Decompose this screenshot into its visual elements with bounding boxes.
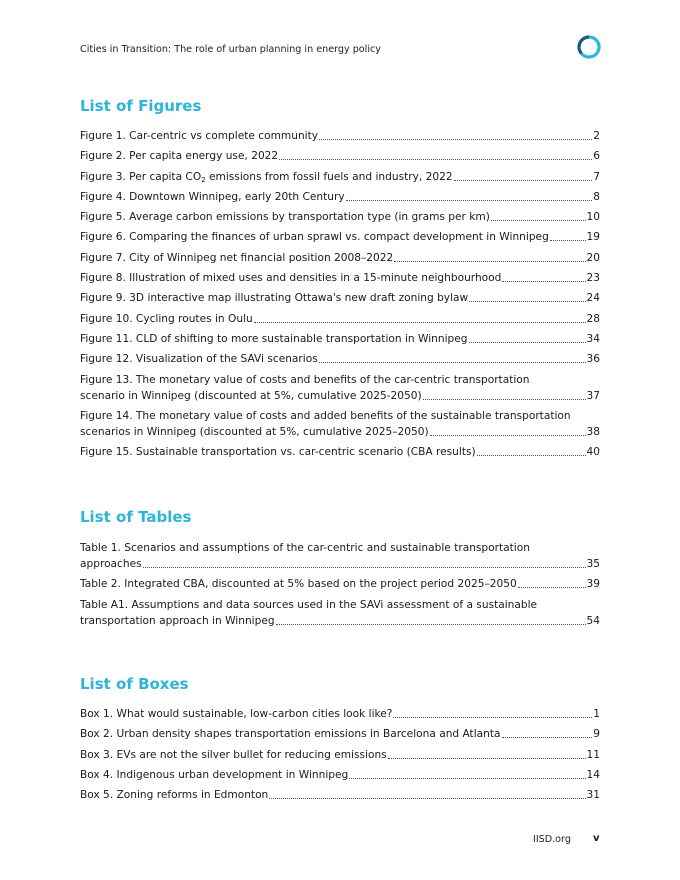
figure-entry[interactable]: [80, 229, 600, 245]
dot-leader: [254, 322, 586, 323]
dot-leader: [269, 798, 585, 799]
figure-entry[interactable]: [80, 189, 600, 205]
figure-entry[interactable]: [80, 311, 600, 327]
entry-page-number: 28: [586, 312, 600, 325]
entry-page-number: 38: [586, 425, 600, 438]
entry-title-line2: scenarios in Winnipeg (discounted at 5%, cumulative 2025–2050): [80, 425, 429, 438]
dot-leader: [349, 778, 585, 779]
entry-page-number: 24: [586, 292, 600, 305]
figures-list: [80, 128, 600, 464]
footer-site-link[interactable]: IISD.org: [533, 834, 571, 845]
entry-title: Figure 6. Comparing the finances of urban sprawl vs. compact development in Winnipeg: [80, 231, 549, 244]
entry-title: Figure 3. Per capita $CO_2$ emissions from fossil fuels and industry, 2022: [80, 170, 453, 184]
entry-page-number: 2: [593, 130, 600, 142]
table-entry[interactable]: [80, 540, 600, 572]
box-entry[interactable]: [80, 787, 600, 803]
footer-page-number: v: [593, 833, 600, 844]
dot-leader: [454, 180, 593, 181]
entry-title-line1: Figure 14. The monetary value of costs and added benefits of the sustainable transportation: [80, 409, 571, 422]
entry-title: Figure 5. Average carbon emissions by transportation type (in grams per km): [80, 211, 490, 224]
dot-leader: [502, 281, 585, 282]
entry-title: Figure 15. Sustainable transportation vs. car-centric scenario (CBA results): [80, 446, 476, 459]
entry-page-number: 37: [586, 389, 600, 402]
entry-title: Figure 11. CLD of shifting to more sustainable transportation in Winnipeg: [80, 332, 468, 345]
figure-entry[interactable]: [80, 169, 600, 185]
figure-entry[interactable]: [80, 351, 600, 367]
entry-title-line2: transportation approach in Winnipeg: [80, 614, 275, 627]
dot-leader: [518, 587, 586, 588]
entry-page-number: 14: [586, 768, 600, 781]
entry-page-number: 31: [586, 789, 600, 802]
dot-leader: [491, 220, 586, 221]
entry-title-line1: Table A1. Assumptions and data sources used in the SAVi assessment of a sustainable: [80, 598, 538, 611]
list-of-tables-heading: List of Tables: [80, 508, 192, 526]
iisd-logo-icon: [577, 35, 601, 59]
dot-leader: [393, 717, 592, 718]
table-entry[interactable]: [80, 597, 600, 629]
entry-title: Box 2. Urban density shapes transportation emissions in Barcelona and Atlanta: [80, 728, 501, 741]
entry-title-line2: approaches: [80, 558, 142, 570]
dot-leader: [469, 342, 586, 343]
entry-page-number: 35: [586, 558, 600, 570]
entry-page-number: 23: [586, 272, 600, 285]
entry-title: Figure 4. Downtown Winnipeg, early 20th Century: [80, 190, 345, 203]
entry-page-number: 39: [586, 578, 600, 591]
boxes-list: [80, 706, 600, 807]
entry-page-number: 1: [593, 708, 600, 720]
entry-page-number: 20: [586, 251, 600, 264]
box-entry[interactable]: [80, 767, 600, 783]
figure-entry[interactable]: [80, 209, 600, 225]
dot-leader: [388, 758, 586, 759]
entry-title: Figure 9. 3D interactive map illustrating Ottawa's new draft zoning bylaw: [80, 292, 469, 305]
table-entry[interactable]: [80, 576, 600, 592]
entry-page-number: 34: [586, 332, 600, 345]
figure-entry[interactable]: [80, 408, 600, 440]
entry-page-number: 8: [593, 190, 600, 203]
figure-entry[interactable]: [80, 372, 600, 404]
entry-title: Figure 7. City of Winnipeg net financial position 2008–2022: [80, 251, 394, 264]
dot-leader: [143, 567, 586, 568]
dot-leader: [319, 362, 586, 363]
entry-title: Figure 1. Car-centric vs complete community: [80, 130, 319, 142]
entry-page-number: 40: [586, 446, 600, 459]
dot-leader: [319, 139, 592, 140]
entry-page-number: 10: [586, 211, 600, 224]
figure-entry[interactable]: [80, 148, 600, 164]
entry-title-line2: scenario in Winnipeg (discounted at 5%, cumulative 2025-2050): [80, 389, 422, 402]
dot-leader: [346, 200, 593, 201]
entry-title: Figure 2. Per capita energy use, 2022: [80, 150, 279, 163]
entry-title-line1: Table 1. Scenarios and assumptions of the car-centric and sustainable transportation: [80, 542, 530, 554]
figure-entry[interactable]: [80, 444, 600, 460]
entry-page-number: 6: [593, 150, 600, 163]
entry-title-line1: Figure 13. The monetary value of costs and benefits of the car-centric transportation: [80, 373, 530, 386]
dot-leader: [477, 455, 586, 456]
figure-entry[interactable]: [80, 128, 600, 144]
list-of-figures-heading: List of Figures: [80, 97, 202, 115]
entry-page-number: 54: [586, 614, 600, 627]
entry-title: Box 5. Zoning reforms in Edmonton: [80, 789, 269, 802]
entry-title: Figure 10. Cycling routes in Oulu: [80, 312, 253, 325]
figure-entry[interactable]: [80, 331, 600, 347]
dot-leader: [502, 737, 593, 738]
dot-leader: [423, 399, 586, 400]
box-entry[interactable]: [80, 747, 600, 763]
dot-leader: [550, 240, 586, 241]
entry-title: Box 3. EVs are not the silver bullet for reducing emissions: [80, 748, 387, 761]
entry-page-number: 7: [593, 170, 600, 183]
entry-title: Table 2. Integrated CBA, discounted at 5% based on the project period 2025–2050: [80, 578, 517, 591]
running-header: Cities in Transition: The role of urban planning in energy policy: [80, 44, 381, 55]
entry-page-number: 9: [593, 728, 600, 741]
dot-leader: [279, 159, 592, 160]
entry-title: Figure 8. Illustration of mixed uses and densities in a 15-minute neighbourhood: [80, 272, 502, 285]
entry-title: Box 1. What would sustainable, low-carbon cities look like?: [80, 708, 393, 720]
box-entry[interactable]: [80, 726, 600, 742]
entry-title: Figure 12. Visualization of the SAVi scenarios: [80, 353, 318, 366]
entry-title: Box 4. Indigenous urban development in Winnipeg: [80, 768, 349, 781]
entry-page-number: 19: [586, 231, 600, 244]
tables-list: [80, 540, 600, 633]
entry-page-number: 11: [586, 748, 600, 761]
dot-leader: [430, 435, 586, 436]
figure-entry[interactable]: [80, 270, 600, 286]
figure-entry[interactable]: [80, 290, 600, 306]
entry-page-number: 36: [586, 353, 600, 366]
list-of-boxes-heading: List of Boxes: [80, 675, 189, 693]
dot-leader: [276, 624, 586, 625]
dot-leader: [394, 261, 585, 262]
dot-leader: [469, 301, 585, 302]
box-entry[interactable]: [80, 706, 600, 722]
figure-entry[interactable]: [80, 250, 600, 266]
